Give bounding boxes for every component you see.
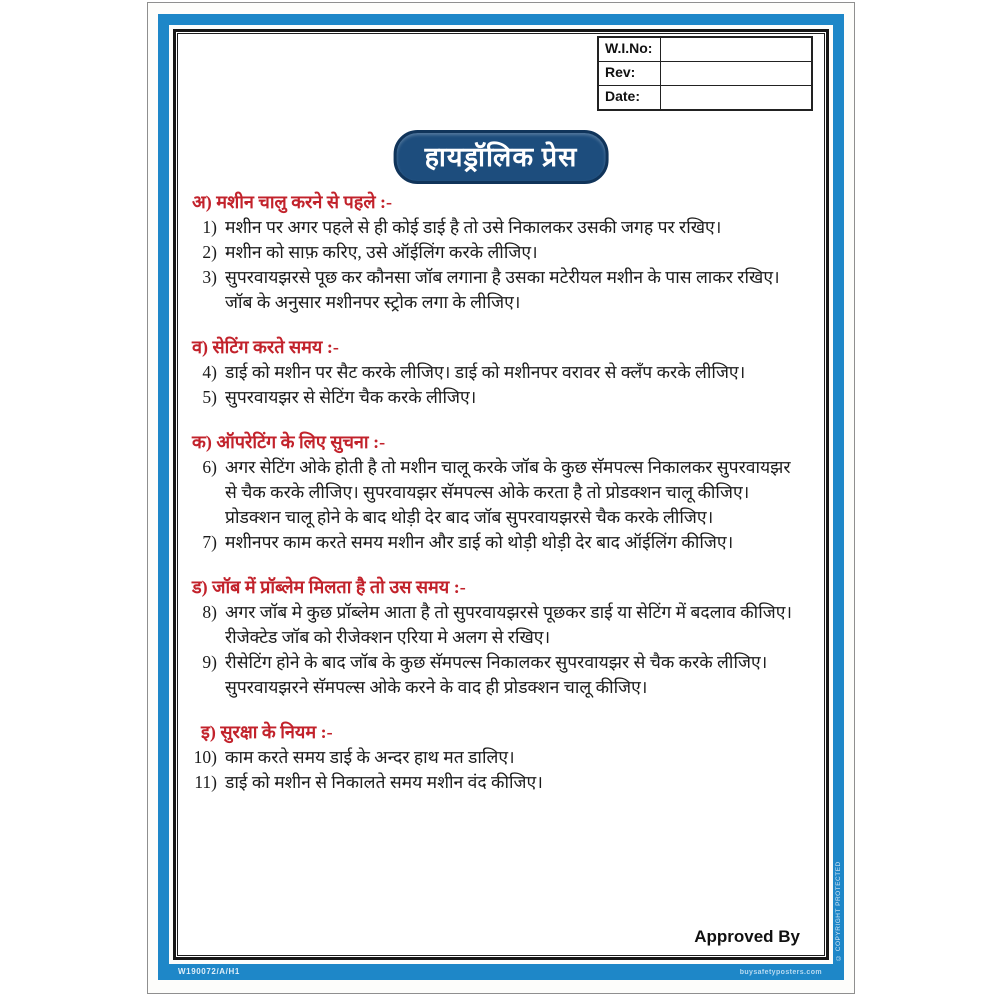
section-safety-rules [192, 719, 802, 795]
section-heading: इ) सुरक्षा के नियम :- [201, 722, 333, 742]
item-number: 11) [194, 772, 217, 792]
wi-meta-table [597, 36, 813, 111]
section-heading: ड) जॉब में प्रॉब्लेम मिलता है तो उस समय :- [192, 577, 466, 597]
section-heading: अ) मशीन चालु करने से पहले :- [192, 192, 393, 212]
black-frame [173, 29, 829, 960]
item-text: काम करते समय डाई के अन्दर हाथ मत डालिए। [225, 747, 515, 767]
item-number: 6) [202, 457, 217, 477]
wi-no-value [661, 38, 811, 61]
item-number: 5) [202, 387, 217, 407]
list-item [192, 385, 802, 410]
item-text: मशीन को साफ़ करिए, उसे ऑईलिंग करके लीजिए। [225, 242, 538, 262]
list-item [192, 215, 802, 240]
blue-frame [158, 14, 844, 980]
table-row [599, 38, 811, 62]
list-item [192, 265, 802, 315]
copyright-vertical-text: © COPYRIGHT PROTECTED [835, 861, 842, 961]
table-row [599, 62, 811, 86]
item-text: मशीनपर काम करते समय मशीन और डाई को थोड़ी थोड़ी देर बाद ऑईलिंग कीजिए। [225, 532, 734, 552]
list-item [192, 530, 802, 555]
list-item [192, 360, 802, 385]
item-number: 10) [193, 747, 217, 767]
section-job-problem [192, 574, 802, 700]
item-number: 2) [202, 242, 217, 262]
product-code: W190072/A/H1 [178, 967, 240, 976]
item-number: 9) [202, 652, 217, 672]
item-text: सुपरवायझरसे पूछ कर कौनसा जॉब लगाना है उसका मटेरीयल मशीन के पास लाकर रखिए। जॉब के अनुसार मशीनपर स्ट्रोक लगा के लीजिए। [225, 267, 780, 312]
work-instruction-poster [147, 2, 855, 994]
section-heading: क) ऑपरेटिंग के लिए सुचना :- [192, 432, 386, 452]
item-text: डाई को मशीन पर सैट करके लीजिए। डाई को मशीनपर वरावर से क्लँप करके लीजिए। [225, 362, 746, 382]
date-value [661, 86, 811, 109]
instructions-body [192, 189, 802, 814]
item-number: 3) [202, 267, 217, 287]
item-text: अगर सेटिंग ओके होती है तो मशीन चालू करके जॉब के कुछ सॅमपल्स निकालकर सुपरवायझर से चैक करके लीजिए। सुपरवायझर सॅमपल्स ओके करता है तो प्रोडक्शन चालू कीजिए। प्रोडक्शन चालू होने के बाद थोड़ी देर बाद जॉब सुपरवायझरसे चैक करके लीजिए। [225, 457, 791, 527]
section-during-setting [192, 334, 802, 410]
table-row [599, 86, 811, 109]
item-number: 4) [202, 362, 217, 382]
date-label: Date: [599, 86, 661, 109]
section-before-start [192, 189, 802, 315]
title-pill [394, 130, 609, 184]
item-text: रीसेटिंग होने के बाद जॉब के कुछ सॅमपल्स निकालकर सुपरवायझर से चैक करके लीजिए। सुपरवायझरने सॅमपल्स ओके करने के वाद ही प्रोडक्शन चालू कीजिए। [225, 652, 768, 697]
rev-value [661, 62, 811, 85]
list-item [192, 600, 802, 650]
item-text: अगर जॉब मे कुछ प्रॉब्लेम आता है तो सुपरवायझरसे पूछकर डाई या सेटिंग में बदलाव कीजिए। रीजेक्टेड जॉब को रीजेक्शन एरिया मे अलग से रखिए। [225, 602, 793, 647]
list-item [192, 770, 802, 795]
section-operating-info [192, 429, 802, 555]
wi-no-label: W.I.No: [599, 38, 661, 61]
item-number: 8) [202, 602, 217, 622]
list-item [192, 745, 802, 770]
rev-label: Rev: [599, 62, 661, 85]
section-heading: व) सेटिंग करते समय :- [192, 337, 339, 357]
approved-by-label: Approved By [694, 927, 800, 946]
item-number: 7) [202, 532, 217, 552]
item-text: सुपरवायझर से सेटिंग चैक करके लीजिए। [225, 387, 477, 407]
list-item [192, 240, 802, 265]
item-number: 1) [202, 217, 217, 237]
brand-text: buysafetyposters.com [739, 969, 822, 976]
list-item [192, 455, 802, 530]
item-text: डाई को मशीन से निकालते समय मशीन वंद कीजिए। [225, 772, 543, 792]
item-text: मशीन पर अगर पहले से ही कोई डाई है तो उसे निकालकर उसकी जगह पर रखिए। [225, 217, 722, 237]
list-item [192, 650, 802, 700]
page-title: हायड्रॉलिक प्रेस [424, 142, 578, 172]
